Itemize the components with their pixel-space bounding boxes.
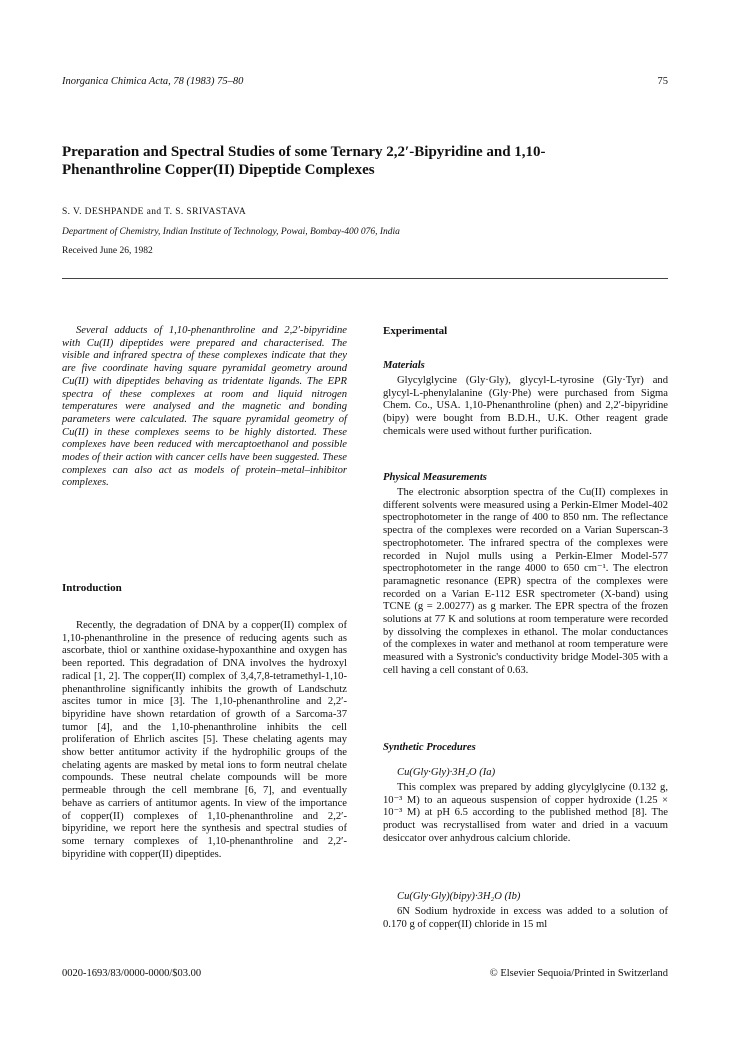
- compound-ia-text: This complex was prepared by adding glycylglycine (0.132 g, 10⁻³ M) to an aqueous suspension of copper hydroxide (1.25 × 10⁻³ M) at pH 6.5 according to the published method [8]. The product was recrystallised from water and dried in a vacuum desiccator over anhydrous calcium chloride.: [383, 782, 668, 844]
- journal-citation: Inorganica Chimica Acta, 78 (1983) 75–80: [62, 76, 244, 87]
- footer-code: 0020-1693/83/0000-0000/$03.00: [62, 968, 202, 979]
- compound-ia-label: Cu(Gly·Gly)·3H₂O (Ia): [397, 767, 496, 778]
- header-divider: [62, 278, 668, 279]
- received-date: Received June 26, 1982: [62, 246, 153, 256]
- introduction-text: Recently, the degradation of DNA by a copper(II) complex of 1,10-phenanthroline in the presence of reducing agents such as ascorbate, thiol or xanthine oxidase-hypoxanthine and oxygen has been reported. This degradation of DNA involves the hydroxyl radical [1, 2]. The copper(II) complex of 3,4,7,8-tetramethyl-1,10-phenanthroline significantly inhibits the growth of Landschutz ascites tumor in mice [3]. The 1,10-phenanthroline and 2,2′-bipyridine have shown retardation of growth of a Sarcoma-37 tumor [4], and the 1,10-phenanthroline inhibits the cell proliferation of Ehrlich ascites [5]. These chelating agents may show better antitumor activity if the hydrophilic groups of the chelating agents are masked by metal ions to form neutral chelate compounds. These neutral chelate compounds will be more permeable through the cell membrane [6, 7], and eventually behave as carriers of antitumor agents. In view of the importance of copper(II) complexes of 1,10-phenanthroline and 2,2′-bipyridine, we report here the synthesis and spectral studies of some ternary complexes of 1,10-phenanthroline and 2,2′-bipyridine with copper(II) dipeptides.: [62, 620, 347, 860]
- materials-text: Glycylglycine (Gly·Gly), glycyl-L-tyrosine (Gly·Tyr) and glycyl-L-phenylalanine (Gly·Phe) were purchased from Sigma Chem. Co., USA. 1,10-Phenanthroline (phen) and 2,2′-bipyridine (bipy) were bought from B.D.H., U.K. Other reagent grade chemicals were used without further purification.: [383, 375, 668, 437]
- abstract: Several adducts of 1,10-phenanthroline and 2,2′-bipyridine with Cu(II) dipeptides were prepared and characterised. The visible and infrared spectra of these complexes indicate that they are five coordinate having square pyramidal geometry around Cu(II) with dipeptides behaving as tridentate ligands. The EPR spectra of these complexes at room and liquid nitrogen temperatures were analysed and the magnetic and bonding parameters were calculated. The square pyramidal geometry of Cu(II) in these complexes seems to be highly distorted. These complexes have been reduced with mercaptoethanol and possible modes of their action with cancer cells have been suggested. These complexes can also act as models of protein–metal–inhibitor complexes.: [62, 325, 347, 489]
- footer-publisher: © Elsevier Sequoia/Printed in Switzerland: [489, 968, 668, 979]
- physical-measurements-heading: Physical Measurements: [383, 472, 487, 483]
- page-number: 75: [657, 76, 668, 87]
- synthetic-procedures-heading: Synthetic Procedures: [383, 742, 476, 753]
- authors: S. V. DESHPANDE and T. S. SRIVASTAVA: [62, 207, 247, 217]
- physical-measurements-text: The electronic absorption spectra of the Cu(II) complexes in different solvents were measured using a Perkin-Elmer Model-402 spectrophotometer in the range of 400 to 850 nm. The reflectance spectra of the complexes were recorded on a Varian Superscan-3 spectrophotometer. The infrared spectra of the complexes were recorded in Nujol mulls using a Perkin-Elmer Model-577 spectrophotometer in the range 4000 to 650 cm⁻¹. The electron paramagnetic resonance (EPR) spectra of the complexes were recorded on a Varian E-112 ESR spectrometer (X-band) using TCNE (g = 2.00277) as g marker. The EPR spectra of the frozen solutions at 77 K and solutions at room temperature were recorded by dissolving the complexes in ethanol. The molar conductances of the complexes in water and methanol at room temperature were measured with a Systronic's conductivity bridge Model-305 with a cell having a cell constant of 0.63.: [383, 487, 668, 676]
- compound-ib-text: 6N Sodium hydroxide in excess was added to a solution of 0.170 g of copper(II) chloride in 15 ml: [383, 906, 668, 930]
- introduction-heading: Introduction: [62, 582, 122, 594]
- affiliation: Department of Chemistry, Indian Institute of Technology, Powai, Bombay-400 076, India: [62, 227, 400, 237]
- article-title: Preparation and Spectral Studies of some Ternary 2,2′-Bipyridine and 1,10-Phenanthroline Copper(II) Dipeptide Complexes: [62, 144, 546, 178]
- materials-heading: Materials: [383, 360, 425, 371]
- experimental-heading: Experimental: [383, 325, 448, 337]
- compound-ib-label: Cu(Gly·Gly)(bipy)·3H₂O (Ib): [397, 891, 521, 902]
